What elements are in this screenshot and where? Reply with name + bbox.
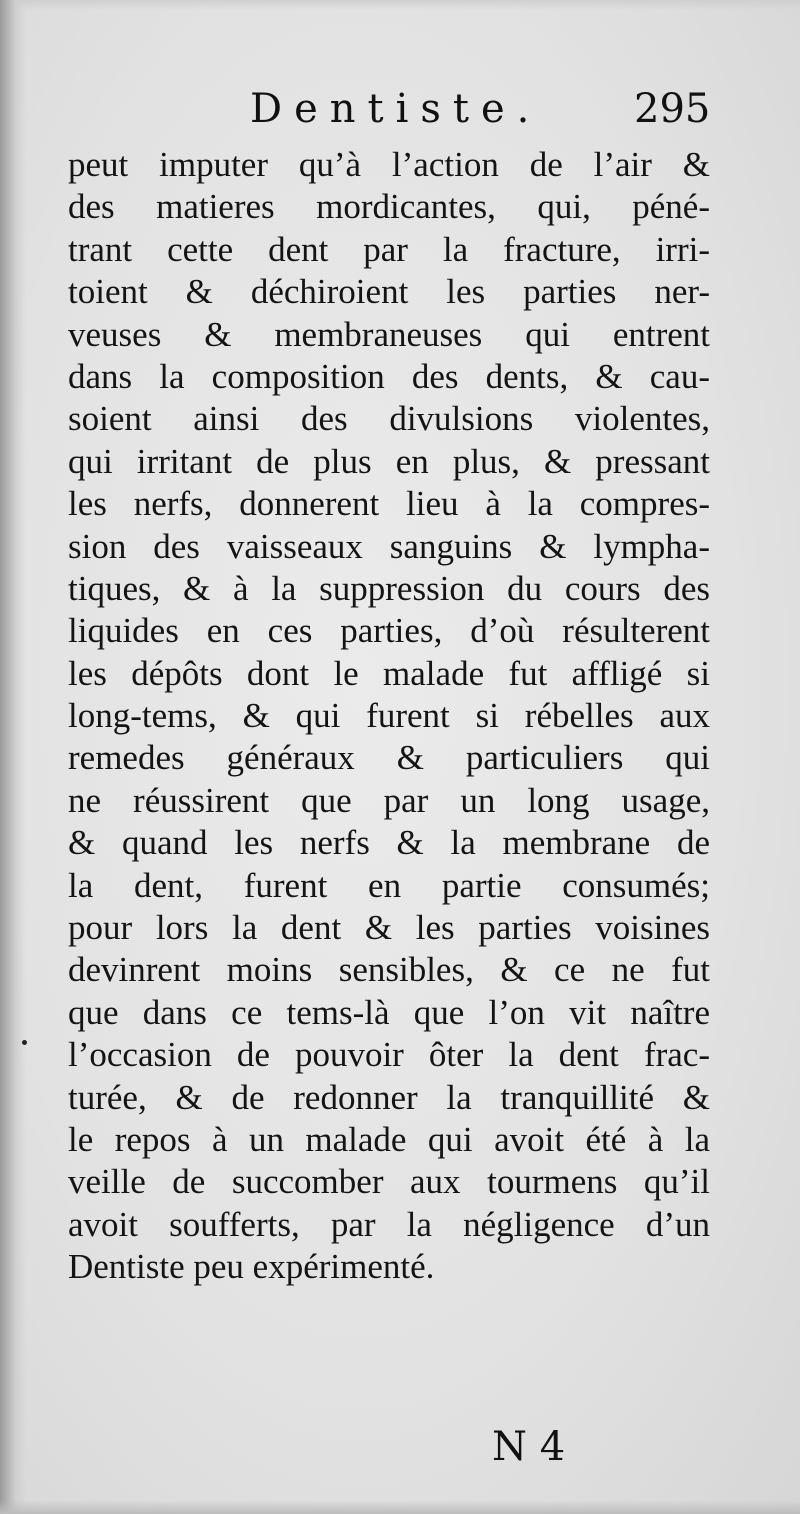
page-bottom-edge — [0, 1500, 800, 1514]
text-line: les nerfs, donnerent lieu à la compres- — [68, 484, 710, 524]
body-text — [68, 144, 710, 1289]
text-line: la dent, furent en partie consumés; — [68, 865, 710, 905]
text-line: le repos à un malade qui avoit été à la — [68, 1119, 710, 1159]
text-line: devinrent moins sensibles, & ce ne fut — [68, 950, 710, 990]
page-top-edge — [0, 0, 800, 10]
text-line: que dans ce tems-là que l’on vit naître — [68, 992, 710, 1032]
text-line: avoit soufferts, par la négligence d’un — [68, 1204, 710, 1244]
text-line: & quand les nerfs & la membrane de — [68, 823, 710, 863]
text-line: soient ainsi des divulsions violentes, — [68, 399, 710, 439]
text-line: pour lors la dent & les parties voisines — [68, 908, 710, 948]
page-gutter-shadow — [0, 0, 26, 1514]
text-line: remedes généraux & particuliers qui — [68, 738, 710, 778]
text-line: toient & déchiroient les parties ner- — [68, 272, 710, 312]
text-line: trant cette dent par la fracture, irri- — [68, 229, 710, 269]
text-line: Dentiste peu expérimenté. — [68, 1247, 435, 1287]
text-line: des matieres mordicantes, qui, péné- — [68, 187, 710, 227]
text-line: peut imputer qu’à l’action de l’air & — [68, 145, 710, 184]
text-line: dans la composition des dents, & cau- — [68, 356, 710, 396]
text-line: veille de succomber aux tourmens qu’il — [68, 1162, 710, 1202]
text-line: l’occasion de pouvoir ôter la dent frac- — [68, 1035, 710, 1075]
signature-mark: N 4 — [492, 1424, 566, 1470]
ink-speck — [22, 1040, 27, 1045]
text-line: turée, & de redonner la tranquillité & — [68, 1077, 710, 1117]
page-number: 295 — [634, 86, 711, 132]
text-line: ne réussirent que par un long usage, — [68, 780, 710, 820]
text-line: tiques, & à la suppression du cours des — [68, 568, 710, 608]
text-line: les dépôts dont le malade fut affligé si — [68, 653, 710, 693]
text-line: sion des vaisseaux sanguins & lympha- — [68, 526, 710, 566]
text-line: qui irritant de plus en plus, & pressant — [68, 441, 710, 481]
text-line: long-tems, & qui furent si rébelles aux — [68, 696, 710, 736]
text-line: liquides en ces parties, d’où résulterent — [68, 611, 710, 651]
text-line: veuses & membraneuses qui entrent — [68, 314, 710, 354]
running-head-title: Dentiste. — [250, 86, 542, 132]
